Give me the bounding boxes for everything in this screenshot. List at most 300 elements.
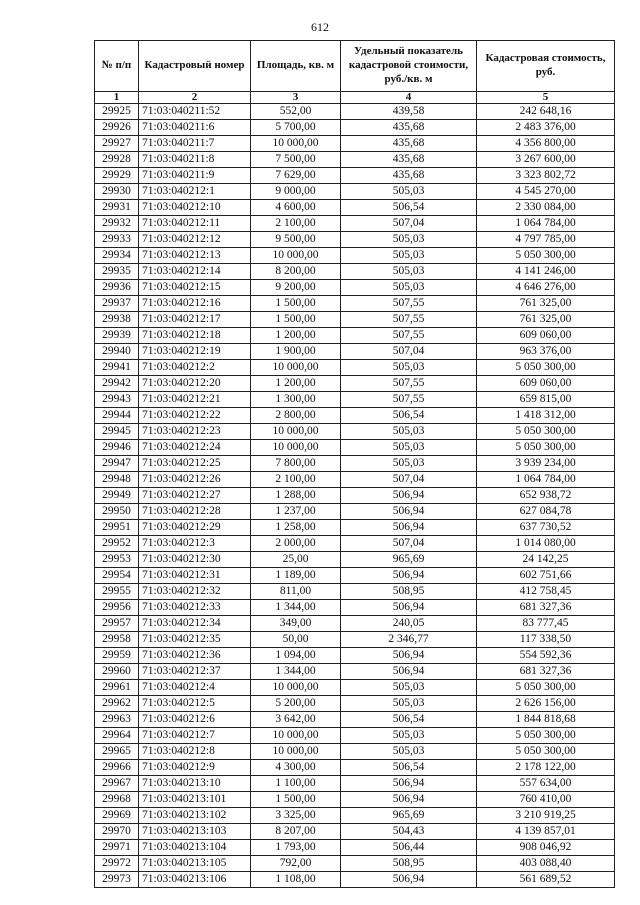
cadastral-number-cell: 71:03:040212:29 bbox=[139, 520, 251, 536]
unit-value-cell: 505,03 bbox=[341, 232, 477, 248]
table-row bbox=[95, 232, 615, 248]
cadastral-number-cell: 71:03:040212:18 bbox=[139, 328, 251, 344]
cadastral-value-cell: 24 142,25 bbox=[477, 552, 615, 568]
table-row bbox=[95, 424, 615, 440]
unit-value-cell: 505,03 bbox=[341, 696, 477, 712]
cadastral-number-cell: 71:03:040212:9 bbox=[139, 760, 251, 776]
cadastral-number-cell: 71:03:040213:106 bbox=[139, 872, 251, 888]
unit-value-cell: 506,94 bbox=[341, 648, 477, 664]
area-cell: 2 100,00 bbox=[251, 472, 341, 488]
cadastral-number-cell: 71:03:040212:5 bbox=[139, 696, 251, 712]
table-row bbox=[95, 792, 615, 808]
area-cell: 10 000,00 bbox=[251, 728, 341, 744]
area-cell: 1 100,00 bbox=[251, 776, 341, 792]
cadastral-value-cell: 3 939 234,00 bbox=[477, 456, 615, 472]
row-number-cell: 29927 bbox=[95, 136, 139, 152]
area-cell: 10 000,00 bbox=[251, 136, 341, 152]
cadastral-number-cell: 71:03:040212:4 bbox=[139, 680, 251, 696]
row-number-cell: 29970 bbox=[95, 824, 139, 840]
table-row bbox=[95, 712, 615, 728]
cadastral-number-cell: 71:03:040212:2 bbox=[139, 360, 251, 376]
unit-value-cell: 506,94 bbox=[341, 568, 477, 584]
area-cell: 9 500,00 bbox=[251, 232, 341, 248]
unit-value-cell: 506,94 bbox=[341, 520, 477, 536]
cadastral-value-cell: 242 648,16 bbox=[477, 104, 615, 120]
area-cell: 8 200,00 bbox=[251, 264, 341, 280]
area-cell: 1 237,00 bbox=[251, 504, 341, 520]
cadastral-value-cell: 1 418 312,00 bbox=[477, 408, 615, 424]
cadastral-value-cell: 3 210 919,25 bbox=[477, 808, 615, 824]
row-number-cell: 29932 bbox=[95, 216, 139, 232]
cadastral-value-cell: 412 758,45 bbox=[477, 584, 615, 600]
table-row bbox=[95, 776, 615, 792]
row-number-cell: 29935 bbox=[95, 264, 139, 280]
area-cell: 792,00 bbox=[251, 856, 341, 872]
row-number-cell: 29934 bbox=[95, 248, 139, 264]
header-area: Площадь, кв. м bbox=[251, 41, 341, 92]
area-cell: 1 200,00 bbox=[251, 376, 341, 392]
row-number-cell: 29951 bbox=[95, 520, 139, 536]
row-number-cell: 29964 bbox=[95, 728, 139, 744]
cadastral-number-cell: 71:03:040212:25 bbox=[139, 456, 251, 472]
cadastral-number-cell: 71:03:040211:52 bbox=[139, 104, 251, 120]
row-number-cell: 29955 bbox=[95, 584, 139, 600]
cadastral-value-cell: 602 751,66 bbox=[477, 568, 615, 584]
cadastral-value-cell: 652 938,72 bbox=[477, 488, 615, 504]
unit-value-cell: 506,54 bbox=[341, 200, 477, 216]
unit-value-cell: 505,03 bbox=[341, 360, 477, 376]
cadastral-number-cell: 71:03:040212:26 bbox=[139, 472, 251, 488]
cadastral-value-cell: 5 050 300,00 bbox=[477, 424, 615, 440]
area-cell: 3 642,00 bbox=[251, 712, 341, 728]
unit-value-cell: 508,95 bbox=[341, 584, 477, 600]
row-number-cell: 29972 bbox=[95, 856, 139, 872]
area-cell: 5 200,00 bbox=[251, 696, 341, 712]
cadastral-value-cell: 963 376,00 bbox=[477, 344, 615, 360]
unit-value-cell: 505,03 bbox=[341, 248, 477, 264]
row-number-cell: 29933 bbox=[95, 232, 139, 248]
unit-value-cell: 435,68 bbox=[341, 168, 477, 184]
cadastral-value-cell: 5 050 300,00 bbox=[477, 744, 615, 760]
row-number-cell: 29938 bbox=[95, 312, 139, 328]
table-row bbox=[95, 152, 615, 168]
unit-value-cell: 507,55 bbox=[341, 296, 477, 312]
table-row bbox=[95, 472, 615, 488]
table-row bbox=[95, 632, 615, 648]
table-row bbox=[95, 728, 615, 744]
row-number-cell: 29971 bbox=[95, 840, 139, 856]
area-cell: 10 000,00 bbox=[251, 744, 341, 760]
cadastral-value-cell: 2 330 084,00 bbox=[477, 200, 615, 216]
row-number-cell: 29926 bbox=[95, 120, 139, 136]
cadastral-value-cell: 561 689,52 bbox=[477, 872, 615, 888]
row-number-cell: 29969 bbox=[95, 808, 139, 824]
table-row bbox=[95, 696, 615, 712]
table-row bbox=[95, 808, 615, 824]
cadastral-number-cell: 71:03:040212:10 bbox=[139, 200, 251, 216]
unit-value-cell: 506,94 bbox=[341, 488, 477, 504]
row-number-cell: 29937 bbox=[95, 296, 139, 312]
cadastral-number-cell: 71:03:040212:16 bbox=[139, 296, 251, 312]
row-number-cell: 29963 bbox=[95, 712, 139, 728]
cadastral-number-cell: 71:03:040212:23 bbox=[139, 424, 251, 440]
table-row bbox=[95, 136, 615, 152]
row-number-cell: 29954 bbox=[95, 568, 139, 584]
header-cadastral-value: Кадастровая стоимость, руб. bbox=[477, 41, 615, 92]
unit-value-cell: 506,54 bbox=[341, 408, 477, 424]
row-number-cell: 29925 bbox=[95, 104, 139, 120]
table-row bbox=[95, 584, 615, 600]
cadastral-number-cell: 71:03:040212:6 bbox=[139, 712, 251, 728]
cadastral-value-cell: 1 844 818,68 bbox=[477, 712, 615, 728]
unit-value-cell: 435,68 bbox=[341, 152, 477, 168]
area-cell: 7 629,00 bbox=[251, 168, 341, 184]
row-number-cell: 29973 bbox=[95, 872, 139, 888]
cadastral-value-cell: 761 325,00 bbox=[477, 296, 615, 312]
unit-value-cell: 507,04 bbox=[341, 216, 477, 232]
area-cell: 10 000,00 bbox=[251, 360, 341, 376]
cadastral-number-cell: 71:03:040211:6 bbox=[139, 120, 251, 136]
unit-value-cell: 505,03 bbox=[341, 424, 477, 440]
table-row bbox=[95, 280, 615, 296]
cadastral-value-cell: 761 325,00 bbox=[477, 312, 615, 328]
area-cell: 1 793,00 bbox=[251, 840, 341, 856]
unit-value-cell: 435,68 bbox=[341, 136, 477, 152]
area-cell: 1 344,00 bbox=[251, 600, 341, 616]
cadastral-number-cell: 71:03:040211:7 bbox=[139, 136, 251, 152]
cadastral-number-cell: 71:03:040212:35 bbox=[139, 632, 251, 648]
table-row bbox=[95, 536, 615, 552]
unit-value-cell: 506,94 bbox=[341, 776, 477, 792]
unit-value-cell: 505,03 bbox=[341, 456, 477, 472]
table-row bbox=[95, 184, 615, 200]
table-row bbox=[95, 120, 615, 136]
row-number-cell: 29949 bbox=[95, 488, 139, 504]
cadastral-number-cell: 71:03:040211:9 bbox=[139, 168, 251, 184]
cadastral-number-cell: 71:03:040212:37 bbox=[139, 664, 251, 680]
cadastral-number-cell: 71:03:040213:105 bbox=[139, 856, 251, 872]
cadastral-number-cell: 71:03:040212:8 bbox=[139, 744, 251, 760]
area-cell: 4 600,00 bbox=[251, 200, 341, 216]
area-cell: 10 000,00 bbox=[251, 248, 341, 264]
cadastral-value-cell: 681 327,36 bbox=[477, 600, 615, 616]
area-cell: 8 207,00 bbox=[251, 824, 341, 840]
table-row bbox=[95, 296, 615, 312]
cadastral-value-cell: 5 050 300,00 bbox=[477, 728, 615, 744]
cadastral-value-cell: 908 046,92 bbox=[477, 840, 615, 856]
row-number-cell: 29947 bbox=[95, 456, 139, 472]
cadastral-number-cell: 71:03:040212:19 bbox=[139, 344, 251, 360]
table-row bbox=[95, 520, 615, 536]
cadastral-value-cell: 4 139 857,01 bbox=[477, 824, 615, 840]
header-cadastral-number: Кадастровый номер bbox=[139, 41, 251, 92]
cadastral-number-cell: 71:03:040212:30 bbox=[139, 552, 251, 568]
table-row bbox=[95, 648, 615, 664]
area-cell: 7 500,00 bbox=[251, 152, 341, 168]
page-number: 612 bbox=[311, 20, 329, 34]
row-number-cell: 29957 bbox=[95, 616, 139, 632]
cadastral-value-cell: 637 730,52 bbox=[477, 520, 615, 536]
area-cell: 1 200,00 bbox=[251, 328, 341, 344]
area-cell: 2 100,00 bbox=[251, 216, 341, 232]
unit-value-cell: 2 346,77 bbox=[341, 632, 477, 648]
row-number-cell: 29950 bbox=[95, 504, 139, 520]
cadastral-value-cell: 5 050 300,00 bbox=[477, 440, 615, 456]
unit-value-cell: 504,43 bbox=[341, 824, 477, 840]
cadastral-value-cell: 117 338,50 bbox=[477, 632, 615, 648]
area-cell: 4 300,00 bbox=[251, 760, 341, 776]
cadastral-value-cell: 659 815,00 bbox=[477, 392, 615, 408]
area-cell: 1 500,00 bbox=[251, 312, 341, 328]
unit-value-cell: 240,05 bbox=[341, 616, 477, 632]
row-number-cell: 29942 bbox=[95, 376, 139, 392]
table-row bbox=[95, 680, 615, 696]
column-number: 2 bbox=[139, 92, 251, 104]
column-number: 3 bbox=[251, 92, 341, 104]
unit-value-cell: 507,55 bbox=[341, 376, 477, 392]
unit-value-cell: 505,03 bbox=[341, 280, 477, 296]
area-cell: 811,00 bbox=[251, 584, 341, 600]
table-row bbox=[95, 856, 615, 872]
cadastral-value-cell: 557 634,00 bbox=[477, 776, 615, 792]
cadastral-number-cell: 71:03:040213:101 bbox=[139, 792, 251, 808]
cadastral-value-cell: 4 646 276,00 bbox=[477, 280, 615, 296]
table-row bbox=[95, 456, 615, 472]
unit-value-cell: 507,55 bbox=[341, 392, 477, 408]
area-cell: 10 000,00 bbox=[251, 680, 341, 696]
unit-value-cell: 505,03 bbox=[341, 184, 477, 200]
row-number-cell: 29928 bbox=[95, 152, 139, 168]
table-row bbox=[95, 488, 615, 504]
cadastral-number-cell: 71:03:040212:3 bbox=[139, 536, 251, 552]
cadastral-number-cell: 71:03:040212:1 bbox=[139, 184, 251, 200]
row-number-cell: 29965 bbox=[95, 744, 139, 760]
cadastral-number-cell: 71:03:040212:32 bbox=[139, 584, 251, 600]
cadastral-value-cell: 1 014 080,00 bbox=[477, 536, 615, 552]
table-row bbox=[95, 360, 615, 376]
cadastral-value-cell: 609 060,00 bbox=[477, 376, 615, 392]
unit-value-cell: 507,04 bbox=[341, 536, 477, 552]
cadastral-value-cell: 4 141 246,00 bbox=[477, 264, 615, 280]
header-unit-value: Удельный показатель кадастровой стоимости, руб./кв. м bbox=[341, 41, 477, 92]
cadastral-number-cell: 71:03:040212:33 bbox=[139, 600, 251, 616]
table-row bbox=[95, 568, 615, 584]
cadastral-value-cell: 1 064 784,00 bbox=[477, 472, 615, 488]
area-cell: 50,00 bbox=[251, 632, 341, 648]
cadastral-value-cell: 3 323 802,72 bbox=[477, 168, 615, 184]
unit-value-cell: 965,69 bbox=[341, 808, 477, 824]
header-row bbox=[95, 41, 615, 92]
row-number-cell: 29936 bbox=[95, 280, 139, 296]
row-number-cell: 29945 bbox=[95, 424, 139, 440]
unit-value-cell: 506,94 bbox=[341, 504, 477, 520]
unit-value-cell: 506,94 bbox=[341, 600, 477, 616]
area-cell: 2 800,00 bbox=[251, 408, 341, 424]
row-number-cell: 29940 bbox=[95, 344, 139, 360]
table-row bbox=[95, 744, 615, 760]
unit-value-cell: 508,95 bbox=[341, 856, 477, 872]
table-row bbox=[95, 408, 615, 424]
table-row bbox=[95, 824, 615, 840]
row-number-cell: 29939 bbox=[95, 328, 139, 344]
table-row bbox=[95, 248, 615, 264]
table-row bbox=[95, 504, 615, 520]
column-number: 1 bbox=[95, 92, 139, 104]
cadastral-number-cell: 71:03:040212:20 bbox=[139, 376, 251, 392]
cadastral-value-cell: 5 050 300,00 bbox=[477, 360, 615, 376]
table-row bbox=[95, 616, 615, 632]
unit-value-cell: 506,94 bbox=[341, 664, 477, 680]
cadastral-number-cell: 71:03:040212:13 bbox=[139, 248, 251, 264]
table-row bbox=[95, 264, 615, 280]
area-cell: 1 344,00 bbox=[251, 664, 341, 680]
cadastral-number-cell: 71:03:040212:36 bbox=[139, 648, 251, 664]
unit-value-cell: 435,68 bbox=[341, 120, 477, 136]
cadastral-number-cell: 71:03:040212:7 bbox=[139, 728, 251, 744]
unit-value-cell: 505,03 bbox=[341, 264, 477, 280]
table-row bbox=[95, 200, 615, 216]
table-row bbox=[95, 168, 615, 184]
cadastral-value-cell: 2 483 376,00 bbox=[477, 120, 615, 136]
unit-value-cell: 965,69 bbox=[341, 552, 477, 568]
cadastral-number-cell: 71:03:040212:22 bbox=[139, 408, 251, 424]
table-row bbox=[95, 552, 615, 568]
unit-value-cell: 439,58 bbox=[341, 104, 477, 120]
cadastral-number-cell: 71:03:040212:31 bbox=[139, 568, 251, 584]
unit-value-cell: 507,55 bbox=[341, 312, 477, 328]
cadastral-number-cell: 71:03:040212:11 bbox=[139, 216, 251, 232]
row-number-cell: 29959 bbox=[95, 648, 139, 664]
cadastral-value-cell: 4 356 800,00 bbox=[477, 136, 615, 152]
area-cell: 9 000,00 bbox=[251, 184, 341, 200]
row-number-cell: 29956 bbox=[95, 600, 139, 616]
table-body bbox=[95, 104, 615, 888]
cadastral-value-cell: 3 267 600,00 bbox=[477, 152, 615, 168]
cadastral-value-cell: 4 797 785,00 bbox=[477, 232, 615, 248]
column-number: 5 bbox=[477, 92, 615, 104]
area-cell: 1 500,00 bbox=[251, 792, 341, 808]
area-cell: 25,00 bbox=[251, 552, 341, 568]
cadastral-value-cell: 5 050 300,00 bbox=[477, 248, 615, 264]
table-row bbox=[95, 328, 615, 344]
unit-value-cell: 506,54 bbox=[341, 712, 477, 728]
row-number-cell: 29958 bbox=[95, 632, 139, 648]
column-number-row bbox=[95, 92, 615, 104]
cadastral-value-cell: 554 592,36 bbox=[477, 648, 615, 664]
cadastral-value-cell: 1 064 784,00 bbox=[477, 216, 615, 232]
cadastral-number-cell: 71:03:040212:14 bbox=[139, 264, 251, 280]
table-row bbox=[95, 104, 615, 120]
area-cell: 1 288,00 bbox=[251, 488, 341, 504]
area-cell: 1 500,00 bbox=[251, 296, 341, 312]
cadastral-value-cell: 2 178 122,00 bbox=[477, 760, 615, 776]
area-cell: 3 325,00 bbox=[251, 808, 341, 824]
area-cell: 349,00 bbox=[251, 616, 341, 632]
cadastral-number-cell: 71:03:040212:27 bbox=[139, 488, 251, 504]
area-cell: 1 108,00 bbox=[251, 872, 341, 888]
cadastral-value-cell: 5 050 300,00 bbox=[477, 680, 615, 696]
area-cell: 10 000,00 bbox=[251, 424, 341, 440]
area-cell: 5 700,00 bbox=[251, 120, 341, 136]
row-number-cell: 29960 bbox=[95, 664, 139, 680]
row-number-cell: 29953 bbox=[95, 552, 139, 568]
cadastral-value-cell: 627 084,78 bbox=[477, 504, 615, 520]
row-number-cell: 29967 bbox=[95, 776, 139, 792]
unit-value-cell: 506,44 bbox=[341, 840, 477, 856]
cadastral-number-cell: 71:03:040212:34 bbox=[139, 616, 251, 632]
table-row bbox=[95, 216, 615, 232]
area-cell: 10 000,00 bbox=[251, 440, 341, 456]
area-cell: 552,00 bbox=[251, 104, 341, 120]
cadastral-number-cell: 71:03:040213:10 bbox=[139, 776, 251, 792]
area-cell: 1 189,00 bbox=[251, 568, 341, 584]
cadastral-number-cell: 71:03:040212:21 bbox=[139, 392, 251, 408]
header-row-number: № п/п bbox=[95, 41, 139, 92]
cadastral-number-cell: 71:03:040212:15 bbox=[139, 280, 251, 296]
table-row bbox=[95, 344, 615, 360]
table-row bbox=[95, 440, 615, 456]
cadastral-number-cell: 71:03:040213:102 bbox=[139, 808, 251, 824]
cadastral-value-cell: 4 545 270,00 bbox=[477, 184, 615, 200]
cadastral-number-cell: 71:03:040211:8 bbox=[139, 152, 251, 168]
table-row bbox=[95, 312, 615, 328]
area-cell: 1 094,00 bbox=[251, 648, 341, 664]
cadastral-value-cell: 681 327,36 bbox=[477, 664, 615, 680]
table-row bbox=[95, 760, 615, 776]
cadastral-number-cell: 71:03:040212:12 bbox=[139, 232, 251, 248]
cadastral-number-cell: 71:03:040213:103 bbox=[139, 824, 251, 840]
unit-value-cell: 505,03 bbox=[341, 744, 477, 760]
row-number-cell: 29948 bbox=[95, 472, 139, 488]
unit-value-cell: 507,55 bbox=[341, 328, 477, 344]
unit-value-cell: 506,54 bbox=[341, 760, 477, 776]
table-row bbox=[95, 600, 615, 616]
unit-value-cell: 505,03 bbox=[341, 728, 477, 744]
row-number-cell: 29931 bbox=[95, 200, 139, 216]
row-number-cell: 29952 bbox=[95, 536, 139, 552]
cadastral-value-cell: 760 410,00 bbox=[477, 792, 615, 808]
table-row bbox=[95, 664, 615, 680]
unit-value-cell: 507,04 bbox=[341, 472, 477, 488]
area-cell: 7 800,00 bbox=[251, 456, 341, 472]
table-row bbox=[95, 840, 615, 856]
row-number-cell: 29968 bbox=[95, 792, 139, 808]
row-number-cell: 29930 bbox=[95, 184, 139, 200]
cadastral-number-cell: 71:03:040212:17 bbox=[139, 312, 251, 328]
row-number-cell: 29943 bbox=[95, 392, 139, 408]
area-cell: 1 900,00 bbox=[251, 344, 341, 360]
unit-value-cell: 507,04 bbox=[341, 344, 477, 360]
area-cell: 9 200,00 bbox=[251, 280, 341, 296]
row-number-cell: 29961 bbox=[95, 680, 139, 696]
table-row bbox=[95, 872, 615, 888]
cadastral-value-table bbox=[94, 40, 615, 888]
cadastral-number-cell: 71:03:040212:24 bbox=[139, 440, 251, 456]
cadastral-number-cell: 71:03:040213:104 bbox=[139, 840, 251, 856]
cadastral-value-cell: 2 626 156,00 bbox=[477, 696, 615, 712]
cadastral-value-cell: 83 777,45 bbox=[477, 616, 615, 632]
unit-value-cell: 505,03 bbox=[341, 440, 477, 456]
table-row bbox=[95, 392, 615, 408]
row-number-cell: 29966 bbox=[95, 760, 139, 776]
row-number-cell: 29946 bbox=[95, 440, 139, 456]
row-number-cell: 29962 bbox=[95, 696, 139, 712]
unit-value-cell: 506,94 bbox=[341, 792, 477, 808]
area-cell: 1 300,00 bbox=[251, 392, 341, 408]
row-number-cell: 29941 bbox=[95, 360, 139, 376]
area-cell: 2 000,00 bbox=[251, 536, 341, 552]
cadastral-value-cell: 403 088,40 bbox=[477, 856, 615, 872]
